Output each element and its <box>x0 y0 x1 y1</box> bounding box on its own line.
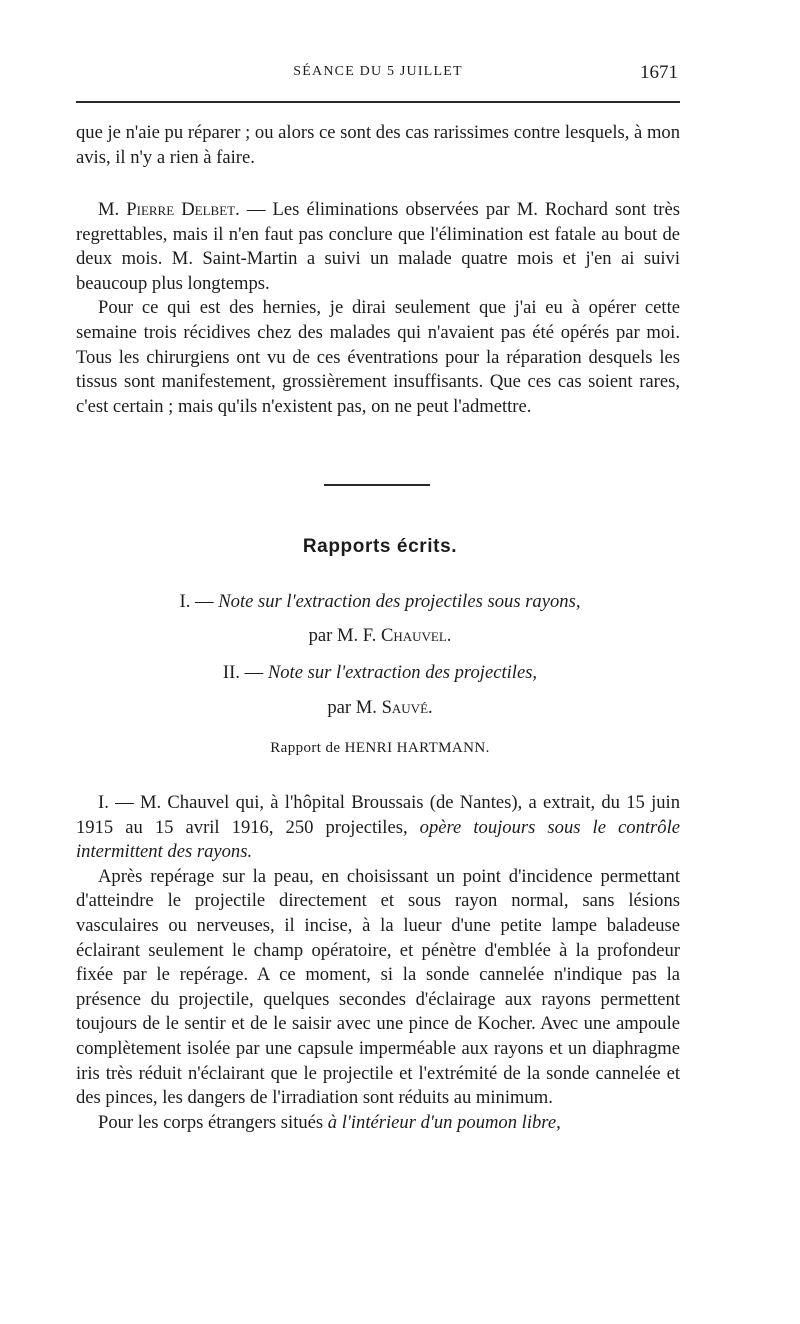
paragraph-corps-etrangers <box>76 1111 680 1136</box>
paragraph-text: — Les éliminations observées par M. Rochard sont très regrettables, mais il n'en faut pas conclure que l'élimination est fatale au bout de deux mois. M. Saint-Martin a suivi un malade quatre mois et j'en ai suivi beaucoup plus longtemps. <box>76 199 680 294</box>
italic-text: à l'intérieur d'un poumon libre, <box>327 1111 561 1133</box>
report-item-1-author <box>0 625 760 647</box>
section-divider <box>324 484 430 486</box>
report-item-2-author <box>0 697 760 719</box>
item-title: Note sur l'extraction des projectiles sous rayons, <box>218 591 581 612</box>
running-title: SÉANCE DU 5 JUILLET <box>293 64 463 79</box>
author-prefix: par M. <box>327 697 382 718</box>
item-number: II. — <box>222 662 268 683</box>
paragraph-text: Pour les corps étrangers situés <box>98 1111 328 1133</box>
delbet-remarks <box>76 198 680 419</box>
paragraph-reperage: Après repérage sur la peau, en choisissant un point d'incidence permettant d'atteindre le projectile directement et sous rayon normal, sans lésions vasculaires ou nerveuses, il incise, à la lueur d'une petite lampe baladeuse éclairant seulement le champ opératoire, et pénètre d'emblée à la profondeur fixée par le repérage. A ce moment, si la sonde cannelée n'indique pas la présence du projectile, quelques secondes d'éclairage aux rayons permettent toujours de le sentir et de le saisir avec une pince de Kocher. Avec une ampoule complètement isolée par une capsule imperméable aux rayons et un diaphragme iris très réduit n'éclairant que le projectile et l'extrémité de la sonde cannelée et des pinces, les dangers de l'irradiation sont réduits au minimum. <box>76 865 680 1109</box>
paragraph-text: que je n'aie pu réparer ; ou alors ce sont des cas rarissimes contre lesquels, à mon avis, il n'y a rien à faire. <box>76 122 680 168</box>
header-rule <box>76 101 680 103</box>
page-number: 1671 <box>640 62 678 83</box>
report-byline: Rapport de HENRI HARTMANN. <box>270 740 490 756</box>
item-title: Note sur l'extraction des projectiles, <box>267 662 538 683</box>
running-header <box>76 62 680 92</box>
section-heading: Rapports écrits. <box>302 536 458 557</box>
paragraph-text: M. Chauvel qui, à l'hôpital Broussais (de Nantes), a extrait, du 15 juin 1915 au 15 avril 1916, 250 projectiles, <box>76 792 681 838</box>
paragraph-chauvel <box>76 791 680 865</box>
paragraph-continuation <box>76 121 680 170</box>
paragraph-delbet <box>76 198 680 296</box>
italic-text: opère toujours sous le contrôle intermittent des rayons. <box>76 816 680 863</box>
report-item-2-title <box>0 662 760 684</box>
report-item-1-title <box>0 591 760 613</box>
paragraph-hernies: Pour ce qui est des hernies, je dirai seulement que j'ai eu à opérer cette semaine trois récidives chez des malades qui n'avaient pas été opérés par moi. Tous les chirurgiens ont vu de ces éventrations pour la réparation desquels les tissus sont manifestement, grossièrement insuffisants. Que ces cas soient rares, c'est certain ; mais qu'ils n'existent pas, on ne peut l'admettre. <box>76 297 680 417</box>
author-prefix: par M. F. <box>308 625 381 646</box>
item-number: I. — <box>179 591 219 612</box>
roman-numeral: I. — <box>98 792 140 813</box>
report-body <box>76 791 680 1135</box>
author-name: Sauvé. <box>381 697 433 718</box>
author-name: Chauvel. <box>380 625 452 646</box>
speaker-name: M. Pierre Delbet. <box>98 199 240 220</box>
